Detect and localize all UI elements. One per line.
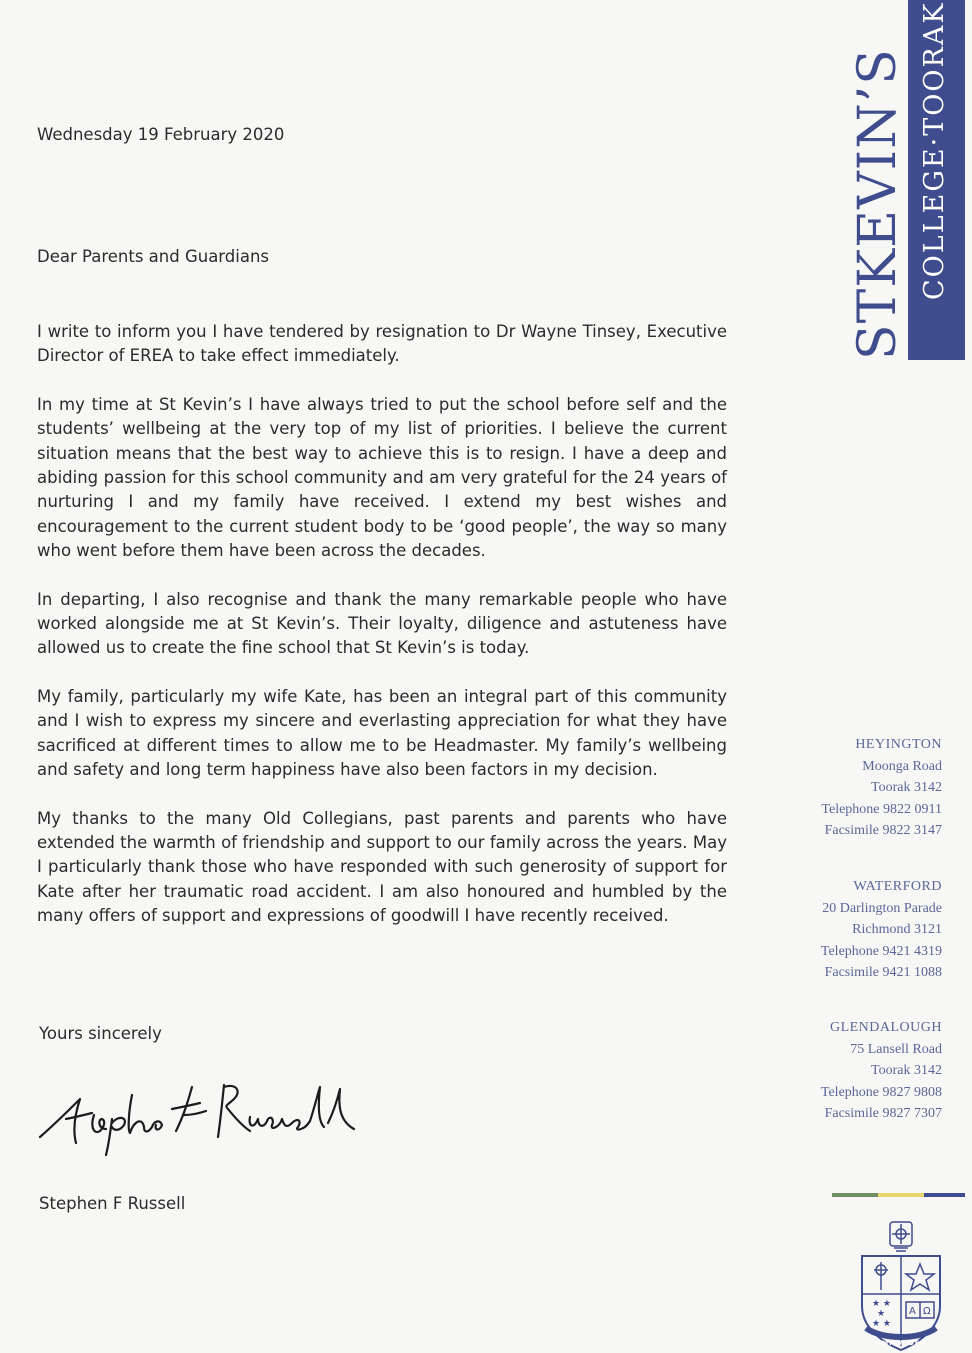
campus-suburb: Richmond 3121	[852, 922, 942, 937]
paragraph: My thanks to the many Old Collegians, past parents and parents who have extended the warmth of friendship and support to our family across the years. May I particularly thank those who have responded with such generosity of support for Kate after her traumatic road accident. I am also honoured and humbled by the many offers of support and expressions of goodwill I have recently received.	[37, 808, 727, 926]
campus-facsimile: Facsimile 9827 7307	[824, 1106, 942, 1121]
school-name: STKEVIN’S	[848, 48, 908, 360]
letter-date: Wednesday 19 February 2020	[37, 125, 285, 144]
campus-heyington	[821, 734, 942, 842]
campus-name: HEYINGTON	[855, 737, 942, 752]
campus-facsimile: Facsimile 9421 1088	[824, 965, 942, 980]
stripe-green	[832, 1193, 878, 1197]
svg-text:★: ★	[877, 1309, 886, 1319]
school-crest-icon	[858, 1218, 944, 1353]
svg-text:Ω: Ω	[923, 1306, 931, 1317]
closing: Yours sincerely	[39, 1024, 162, 1043]
campus-glendalough	[821, 1017, 942, 1125]
stripe-yellow	[878, 1193, 924, 1197]
paragraph: I write to inform you I have tendered by resignation to Dr Wayne Tinsey, Executive Director of EREA to take effect immediately.	[37, 322, 727, 366]
crest-motto: OMNIA DEO	[875, 1339, 927, 1347]
letter-body	[37, 320, 727, 953]
campus-facsimile: Facsimile 9822 3147	[824, 823, 942, 838]
svg-text:★ ★: ★ ★	[872, 1299, 891, 1309]
campus-telephone: Telephone 9421 4319	[820, 943, 942, 959]
paragraph: My family, particularly my wife Kate, has been an integral part of this community and I wish to express my sincere and everlasting appreciation for what they have sacrificed at different times to allow me to be Headmaster. My family’s wellbeing and safety and long term happiness have also been factors in my decision.	[37, 686, 727, 780]
campus-street: 20 Darlington Parade	[822, 900, 942, 916]
school-logo-banner	[848, 0, 965, 360]
campus-telephone: Telephone 9827 9808	[820, 1084, 942, 1100]
campus-suburb: Toorak 3142	[871, 780, 942, 795]
campus-suburb: Toorak 3142	[871, 1063, 942, 1078]
campus-telephone: Telephone 9822 0911	[821, 801, 942, 817]
svg-text:★ ★: ★ ★	[872, 1319, 891, 1329]
stripe-blue	[924, 1193, 965, 1197]
campus-name: GLENDALOUGH	[829, 1020, 942, 1035]
campus-street: 75 Lansell Road	[850, 1041, 942, 1057]
svg-text:A: A	[909, 1306, 916, 1317]
paragraph: In my time at St Kevin’s I have always tried to put the school before self and the students’ wellbeing at the very top of my list of priorities. I believe the current situation means that the best way to achieve this is to resign. I have a deep and abiding passion for this school community and am very grateful for the 24 years of nurturing I and my family have received. I extend my best wishes and encouragement to the current student body to be ‘good people’, the way so many who went before them have been across the decades.	[37, 394, 727, 561]
campus-street: Moonga Road	[862, 758, 942, 774]
campus-waterford	[821, 876, 942, 984]
handwritten-signature	[36, 1075, 366, 1165]
signer-name: Stephen F Russell	[39, 1194, 186, 1213]
paragraph: In departing, I also recognise and thank the many remarkable people who have worked alongside me at St Kevin’s. Their loyalty, diligence and astuteness have allowed us to create the fine school that St Kevin’s is today.	[37, 589, 727, 658]
school-subtitle: COLLEGE·TOORAK	[919, 1, 950, 300]
campus-name: WATERFORD	[853, 879, 942, 894]
salutation: Dear Parents and Guardians	[37, 247, 270, 266]
